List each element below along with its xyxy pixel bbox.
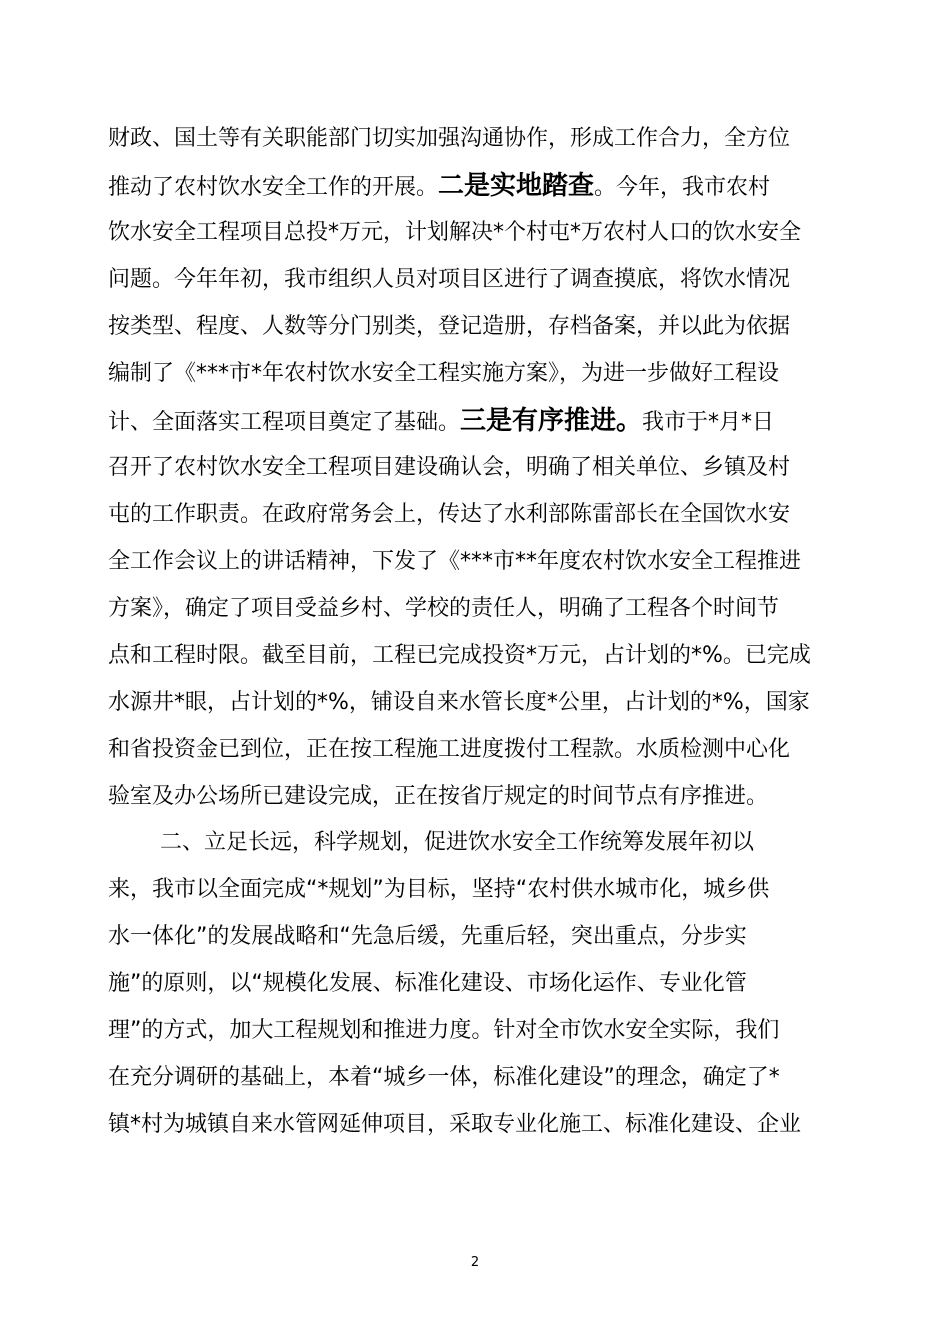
body-line-21: 在充分调研的基础上，本着“城乡一体，标准化建设”的理念，确定了*: [108, 1065, 780, 1090]
section-heading-line: 二、立足长远，科学规划，促进饮水安全工作统筹发展年初以: [160, 830, 755, 855]
body-line-10: 全工作会议上的讲话精神，下发了《***市**年度农村饮水安全工程推进: [108, 549, 802, 574]
body-line-7: [108, 406, 858, 438]
body-line-2-end: 。今年，我市农村: [594, 175, 771, 200]
body-line-9: 屯的工作职责。在政府常务会上，传达了水利部陈雷部长在全国饮水安: [108, 502, 791, 527]
body-line-20: 理”的方式，加大工程规划和推进力度。针对全市饮水安全实际，我们: [108, 1018, 780, 1043]
body-line-6: 编制了《***市*年农村饮水安全工程实施方案》，为进一步做好工程设: [108, 361, 780, 386]
heading-inline-site-survey: 二是实地踏查: [438, 171, 595, 201]
body-line-14: 和省投资金已到位，正在按工程施工进度拨付工程款。水质检测中心化: [108, 737, 791, 762]
body-line-7-start: 计、全面落实工程项目奠定了基础。: [108, 410, 461, 435]
body-line-5: 按类型、程度、人数等分门别类，登记造册，存档备案，并以此为依据: [108, 314, 791, 339]
body-line-18: 水一体化”的发展战略和“先急后缓，先重后轻，突出重点，分步实: [108, 924, 747, 949]
body-line-2-start: 推动了农村饮水安全工作的开展。: [108, 175, 439, 200]
body-line-19: 施”的原则，以“规模化发展、标准化建设、市场化运作、专业化管: [108, 971, 747, 996]
heading-inline-orderly-progress: 三是有序推进。: [460, 406, 643, 436]
body-line-12: 点和工程时限。截至目前，工程已完成投资*万元，占计划的*%。已完成: [108, 643, 811, 668]
body-line-8: 召开了农村饮水安全工程项目建设确认会，明确了相关单位、乡镇及村: [108, 455, 791, 480]
body-line-1: 财政、国土等有关职能部门切实加强沟通协作，形成工作合力，全方位: [108, 126, 791, 151]
body-line-4: 问题。今年年初，我市组织人员对项目区进行了调查摸底，将饮水情况: [108, 267, 791, 292]
body-line-22: 镇*村为城镇自来水管网延伸项目，采取专业化施工、标准化建设、企业: [108, 1112, 802, 1137]
page-number: 2: [470, 1255, 480, 1270]
body-line-7-end: 我市于*月*日: [642, 410, 775, 435]
body-line-11: 方案》，确定了项目受益乡村、学校的责任人，明确了工程各个时间节: [108, 596, 780, 621]
body-line-13: 水源井*眼，占计划的*%，铺设自来水管长度*公里，占计划的*%，国家: [108, 690, 810, 715]
body-line-3: 饮水安全工程项目总投*万元，计划解决*个村屯*万农村人口的饮水安全: [108, 220, 802, 245]
body-line-17: 来，我市以全面完成“*规划”为目标，坚持“农村供水城市化，城乡供: [108, 877, 770, 902]
body-line-2: [108, 171, 858, 203]
body-line-15: 验室及办公场所已建设完成，正在按省厅规定的时间节点有序推进。: [108, 784, 769, 809]
